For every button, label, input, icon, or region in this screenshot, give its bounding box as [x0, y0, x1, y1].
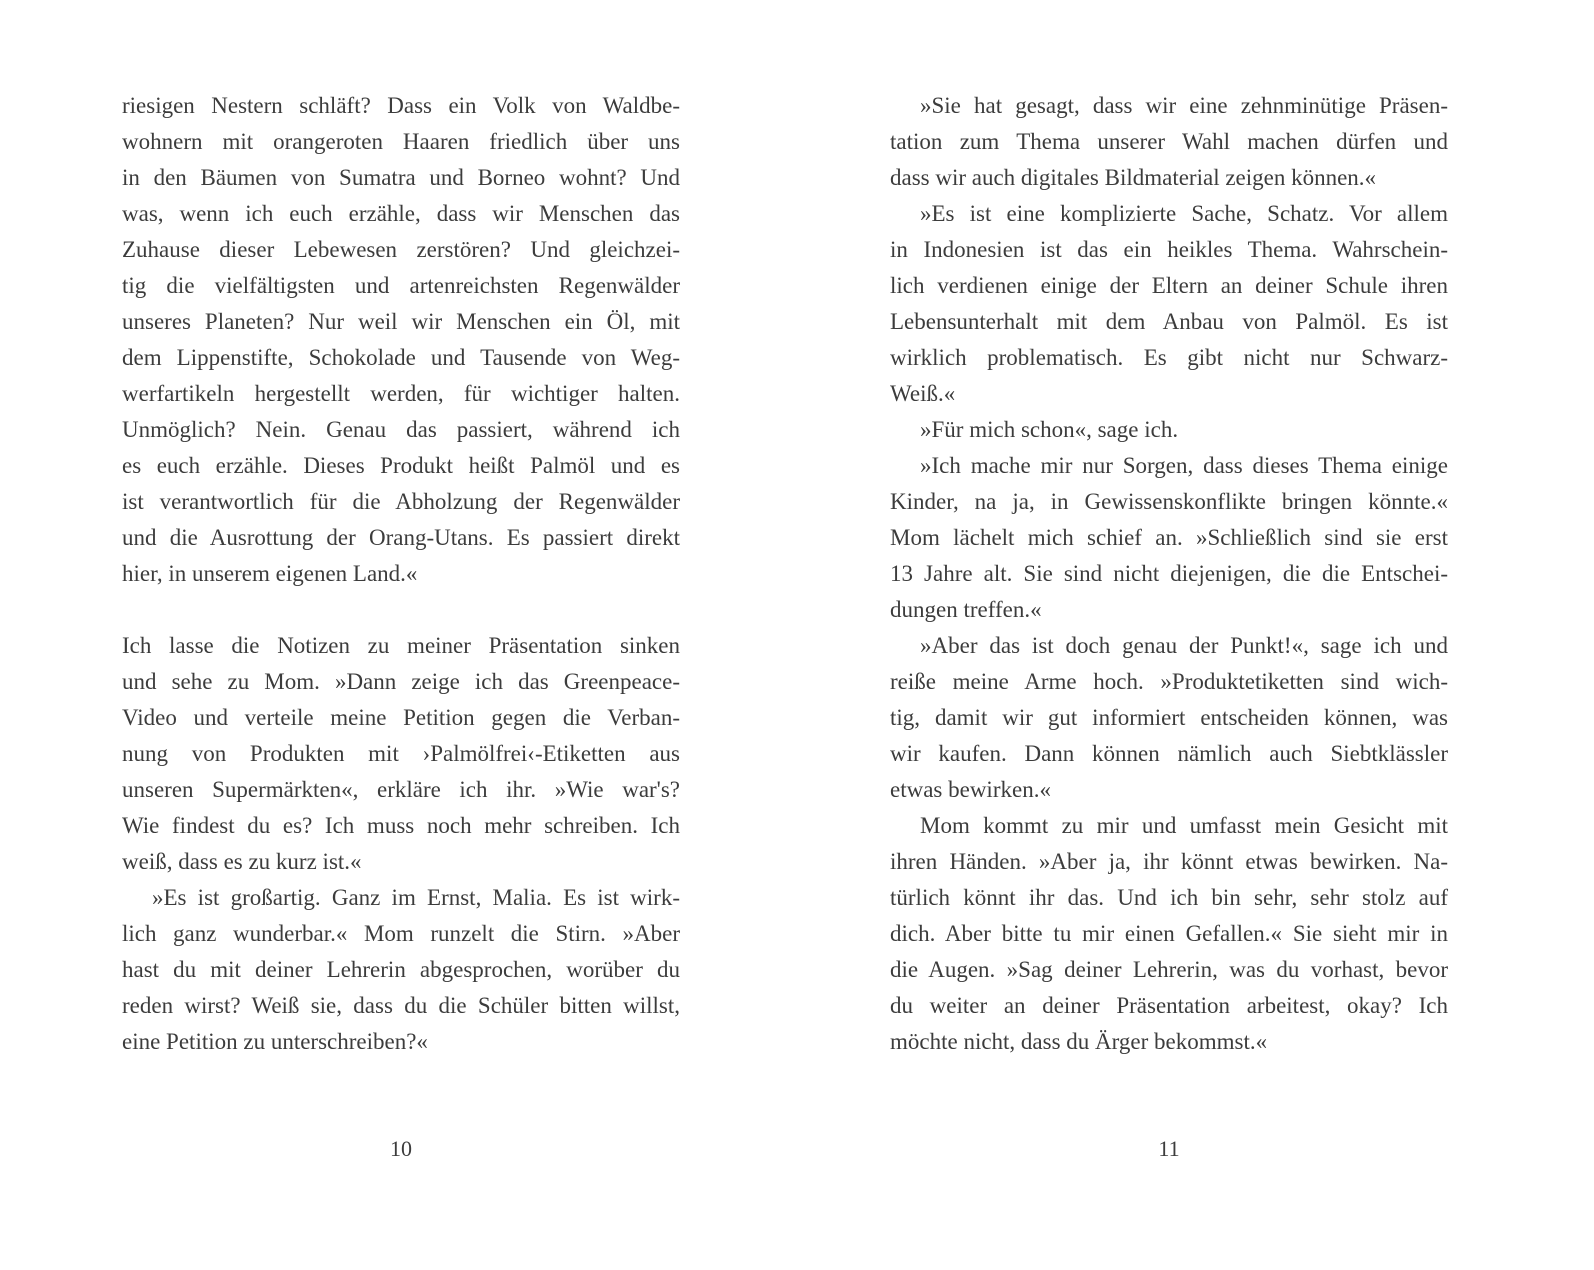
text-line: riesigen Nestern schläft? Dass ein Volk von Waldbe-: [122, 93, 680, 118]
text-line: unseren Supermärkten«, erkläre ich ihr. »Wie war's?: [122, 777, 680, 802]
text-line: nung von Produkten mit ›Palmölfrei‹-Etiketten aus: [122, 741, 680, 766]
text-line: Lebensunterhalt mit dem Anbau von Palmöl. Es ist: [890, 309, 1448, 334]
text-line: Video und verteile meine Petition gegen die Verban-: [122, 705, 680, 730]
text-line: es euch erzähle. Dieses Produkt heißt Palmöl und es: [122, 453, 680, 478]
text-line: Mom kommt zu mir und umfasst mein Gesicht mit: [920, 813, 1448, 838]
text-line: was, wenn ich euch erzähle, dass wir Menschen das: [122, 201, 680, 226]
text-line: dungen treffen.«: [890, 597, 1042, 622]
text-line: Kinder, na ja, in Gewissenskonflikte bringen könnte.«: [890, 489, 1448, 514]
text-line: dich. Aber bitte tu mir einen Gefallen.« Sie sieht mir in: [890, 921, 1448, 946]
text-line: »Es ist eine komplizierte Sache, Schatz. Vor allem: [920, 201, 1448, 226]
text-line: weiß, dass es zu kurz ist.«: [122, 849, 362, 874]
text-line: wohnern mit orangeroten Haaren friedlich über uns: [122, 129, 680, 154]
text-line: »Sie hat gesagt, dass wir eine zehnminütige Präsen-: [920, 93, 1448, 118]
paragraph: [890, 628, 1448, 808]
text-line: lich verdienen einige der Eltern an deiner Schule ihren: [890, 273, 1448, 298]
text-line: die Augen. »Sag deiner Lehrerin, was du vorhast, bevor: [890, 957, 1448, 982]
page-right-number: 11: [1158, 1136, 1180, 1161]
text-line: du weiter an deiner Präsentation arbeitest, okay? Ich: [890, 993, 1448, 1018]
text-line: in Indonesien ist das ein heikles Thema. Wahrschein-: [890, 237, 1448, 262]
paragraph: [122, 88, 680, 592]
paragraph: [890, 448, 1448, 628]
text-line: dass wir auch digitales Bildmaterial zeigen können.«: [890, 165, 1377, 190]
text-line: möchte nicht, dass du Ärger bekommst.«: [890, 1029, 1268, 1054]
page-left-text: [122, 88, 680, 1060]
text-line: tation zum Thema unserer Wahl machen dürfen und: [890, 129, 1448, 154]
text-line: tig die vielfältigsten und artenreichsten Regenwälder: [122, 273, 680, 298]
text-line: wir kaufen. Dann können nämlich auch Siebtklässler: [890, 741, 1448, 766]
text-line: Ich lasse die Notizen zu meiner Präsentation sinken: [122, 633, 680, 658]
page-right-text: [890, 88, 1448, 1060]
paragraph: [122, 628, 680, 880]
text-line: »Für mich schon«, sage ich.: [920, 417, 1179, 442]
text-line: »Aber das ist doch genau der Punkt!«, sage ich und: [920, 633, 1448, 658]
paragraph: [122, 880, 680, 1060]
text-line: Unmöglich? Nein. Genau das passiert, während ich: [122, 417, 680, 442]
text-line: reiße meine Arme hoch. »Produktetiketten sind wich-: [890, 669, 1448, 694]
text-line: Wie findest du es? Ich muss noch mehr schreiben. Ich: [122, 813, 680, 838]
text-line: ihren Händen. »Aber ja, ihr könnt etwas bewirken. Na-: [890, 849, 1448, 874]
text-line: hast du mit deiner Lehrerin abgesprochen, worüber du: [122, 957, 680, 982]
text-line: und die Ausrottung der Orang-Utans. Es passiert direkt: [122, 525, 680, 550]
paragraph: [890, 412, 1448, 448]
paragraph: [890, 808, 1448, 1060]
text-line: eine Petition zu unterschreiben?«: [122, 1029, 428, 1054]
text-line: in den Bäumen von Sumatra und Borneo wohnt? Und: [122, 165, 680, 190]
text-line: »Ich mache mir nur Sorgen, dass dieses Thema einige: [920, 453, 1448, 478]
text-line: 13 Jahre alt. Sie sind nicht diejenigen, die die Entschei-: [890, 561, 1448, 586]
text-line: und sehe zu Mom. »Dann zeige ich das Greenpeace-: [122, 669, 680, 694]
text-line: ist verantwortlich für die Abholzung der Regenwälder: [122, 489, 680, 514]
text-line: unseres Planeten? Nur weil wir Menschen ein Öl, mit: [122, 309, 680, 334]
text-line: werfartikeln hergestellt werden, für wichtiger halten.: [122, 381, 680, 406]
text-line: hier, in unserem eigenen Land.«: [122, 561, 418, 586]
text-line: Weiß.«: [890, 381, 956, 406]
text-line: türlich könnt ihr das. Und ich bin sehr, sehr stolz auf: [890, 885, 1448, 910]
text-line: Mom lächelt mich schief an. »Schließlich sind sie erst: [890, 525, 1448, 550]
text-line: dem Lippenstifte, Schokolade und Tausende von Weg-: [122, 345, 680, 370]
paragraph: [890, 88, 1448, 196]
text-line: lich ganz wunderbar.« Mom runzelt die Stirn. »Aber: [122, 921, 680, 946]
text-line: Zuhause dieser Lebewesen zerstören? Und gleichzei-: [122, 237, 680, 262]
text-line: tig, damit wir gut informiert entscheiden können, was: [890, 705, 1448, 730]
page-left-number: 10: [390, 1136, 412, 1161]
text-line: reden wirst? Weiß sie, dass du die Schüler bitten willst,: [122, 993, 680, 1018]
paragraph: [890, 196, 1448, 412]
text-line: wirklich problematisch. Es gibt nicht nur Schwarz-: [890, 345, 1448, 370]
text-line: etwas bewirken.«: [890, 777, 1051, 802]
text-line: »Es ist großartig. Ganz im Ernst, Malia. Es ist wirk-: [152, 885, 680, 910]
